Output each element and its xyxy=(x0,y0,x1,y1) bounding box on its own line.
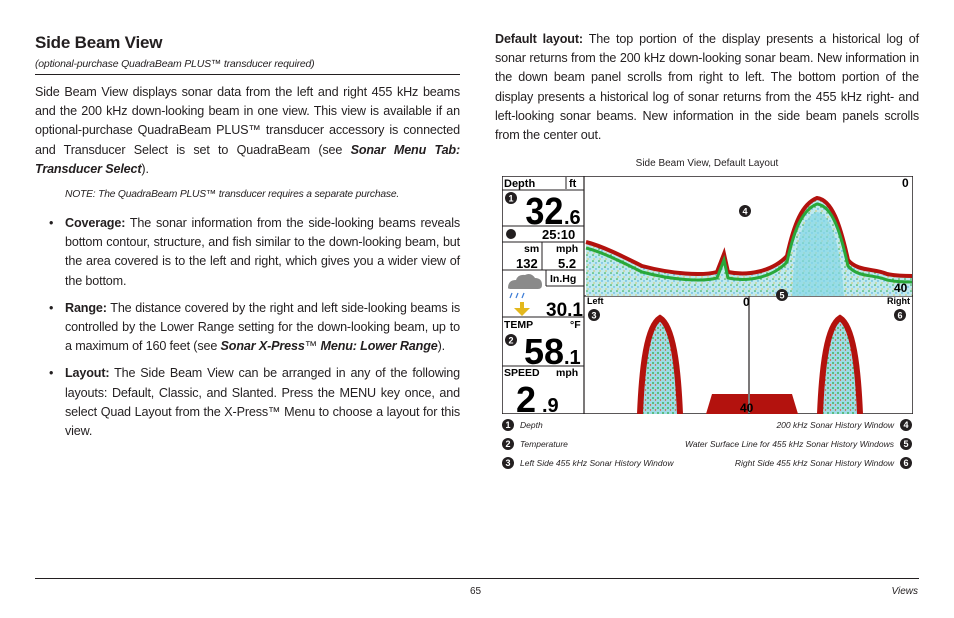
legend-text: Left Side 455 kHz Sonar History Window xyxy=(520,458,674,468)
legend-text: Water Surface Line for 455 kHz Sonar History Windows xyxy=(684,439,894,449)
bullet-link: Sonar X-Press xyxy=(220,339,305,354)
trip-distance-value: 132 xyxy=(516,256,538,271)
mid-zero-label: 0 xyxy=(743,295,750,309)
depth-decimal: .6 xyxy=(564,207,581,229)
legend-item-1 xyxy=(502,419,543,431)
intro-link: Sonar Menu Tab: Transducer Select xyxy=(35,142,461,176)
right-panel-label: Right xyxy=(887,296,910,306)
bullet-link: Menu: Lower Range xyxy=(320,339,438,354)
callout-badge-2 xyxy=(505,334,517,346)
svg-text:2: 2 xyxy=(508,335,514,346)
legend-badge: 4 xyxy=(900,419,912,431)
depth-value: 32 xyxy=(525,189,564,233)
legend-item-6 xyxy=(735,457,912,469)
list-item-layout xyxy=(35,364,460,441)
time-value: 25:10 xyxy=(542,227,576,242)
figure-caption: Side Beam View, Default Layout xyxy=(635,158,779,169)
bullet-label: Range: xyxy=(65,300,107,315)
callout-badge-1 xyxy=(505,192,517,204)
svg-text:5: 5 xyxy=(779,290,785,301)
bullet-text: The distance covered by the right and left side-looking beams is controlled by the Lower Range setting for the down-looking beam, up to a maximum of 160 feet (see xyxy=(65,300,460,354)
pressure-unit: In.Hg xyxy=(550,273,577,285)
callout-badge-3 xyxy=(588,309,600,321)
legend-text: 200 kHz Sonar History Window xyxy=(776,420,894,430)
pressure-value: 30.1 xyxy=(546,300,583,321)
depth-unit: ft xyxy=(569,178,577,190)
bullet-tm: ™ xyxy=(304,339,321,354)
speed-label: SPEED xyxy=(504,367,540,379)
legend-badge: 3 xyxy=(502,457,514,469)
sm-unit: sm xyxy=(524,243,540,255)
right-side-beam-panel xyxy=(740,296,912,414)
temp-label: TEMP xyxy=(504,319,534,331)
feature-list xyxy=(35,214,460,441)
speed-value: 2 xyxy=(516,379,537,414)
legend-item-3 xyxy=(502,457,673,469)
sonar-screen-figure xyxy=(502,176,913,414)
svg-text:6: 6 xyxy=(897,310,903,321)
legend-item-2 xyxy=(502,438,568,450)
title-rule xyxy=(35,74,460,75)
svg-text:1: 1 xyxy=(508,193,514,204)
left-column xyxy=(35,30,460,449)
intro-end: ). xyxy=(141,161,149,176)
legend-badge: 1 xyxy=(502,419,514,431)
left-side-beam-panel xyxy=(585,295,750,414)
intro-paragraph xyxy=(35,83,460,179)
list-item-coverage xyxy=(35,214,460,291)
default-layout-label: Default layout: xyxy=(495,32,583,46)
trip-speed-value: 5.2 xyxy=(558,256,577,271)
footer-rule xyxy=(35,578,919,579)
clock-icon xyxy=(506,229,516,239)
legend-badge: 6 xyxy=(900,457,912,469)
legend-badge: 5 xyxy=(900,438,912,450)
page-subtitle: (optional-purchase QuadraBeam PLUS™ transducer required) xyxy=(35,58,315,70)
intro-text: Side Beam View displays sonar data from the left and right 455 kHz beams and the 200 kHz down-looking beam in one view. This view is available if an optional-purchase QuadraBeam PLUS™ transducer accessory is connected and Transducer Select is set to QuadraBeam (see xyxy=(35,85,460,157)
bullet-end: ). xyxy=(437,339,446,354)
legend-text: Depth xyxy=(520,420,543,430)
page-number: 65 xyxy=(470,586,482,597)
speed-unit: mph xyxy=(556,367,579,379)
legend-badge: 2 xyxy=(502,438,514,450)
svg-text:4: 4 xyxy=(742,206,748,217)
callout-badge-4 xyxy=(739,205,751,217)
default-layout-paragraph xyxy=(495,30,919,145)
note-text: The QuadraBeam PLUS™ transducer requires a separate purchase. xyxy=(95,189,400,201)
list-item-range xyxy=(35,299,460,357)
note xyxy=(65,189,460,200)
top-zero-label: 0 xyxy=(902,176,909,190)
bullet-icon: • xyxy=(49,216,54,231)
svg-text:3: 3 xyxy=(591,310,597,321)
legend-item-4 xyxy=(776,419,912,431)
default-layout-text: The top portion of the display presents a historical log of sonar returns from the 200 kHz down-looking sonar beam. New information in the down beam panel scrolls from right to left. The bottom portion of the display presents a historical log of sonar returns from the 455 kHz right- and left-looking sonar beams. New information in the side beam panels scrolls from the center out. xyxy=(495,32,919,143)
top-forty-label: 40 xyxy=(894,281,908,295)
temp-decimal: .1 xyxy=(564,347,581,369)
temp-unit: °F xyxy=(570,319,581,331)
mph-unit: mph xyxy=(556,243,579,255)
page-title: Side Beam View xyxy=(35,33,163,52)
legend-text: Temperature xyxy=(520,439,568,449)
left-panel-label: Left xyxy=(587,296,604,306)
bottom-forty-label: 40 xyxy=(740,401,754,414)
callout-badge-5 xyxy=(776,289,788,301)
callout-badge-6 xyxy=(894,309,906,321)
temp-value: 58 xyxy=(524,331,565,372)
legend-item-5 xyxy=(685,438,912,450)
bullet-icon: • xyxy=(49,366,54,381)
note-label: NOTE: xyxy=(65,189,96,201)
section-name: Views xyxy=(891,586,918,597)
bullet-icon: • xyxy=(49,300,54,315)
depth-label: Depth xyxy=(504,178,536,190)
bullet-text: The sonar information from the side-looking beams reveals bottom contour, structure, and fish similar to the down-looking beam, but the area covered is to the left and right, which gives you a wider view of the bottom. xyxy=(65,216,460,288)
bullet-label: Layout: xyxy=(65,366,110,381)
right-column xyxy=(495,30,919,145)
bullet-text: The Side Beam View can be arranged in any of the following layouts: Default, Classic, and Slanted. Press the MENU key once, and select Quad Layout from the X-Press™ Menu to choose a layout for this view. xyxy=(65,366,460,439)
speed-decimal: .9 xyxy=(542,395,559,414)
legend-text: Right Side 455 kHz Sonar History Window xyxy=(734,458,894,468)
bullet-label: Coverage: xyxy=(65,216,126,231)
